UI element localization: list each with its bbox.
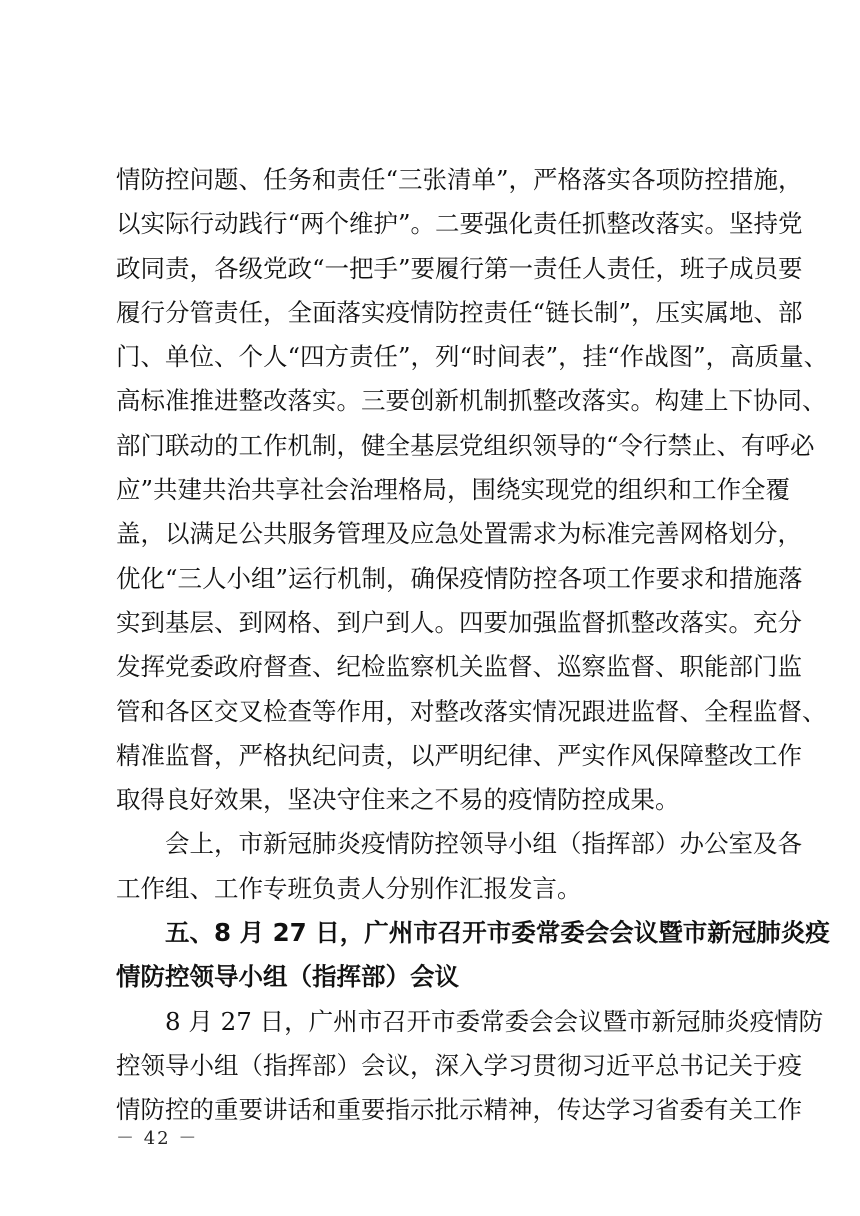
text-line: 实到基层、到网格、到户到人。四要加强监督抓整改落实。充分 bbox=[116, 607, 802, 637]
body-text bbox=[116, 158, 830, 1133]
section-heading: 情防控领导小组（指挥部）会议 bbox=[116, 962, 459, 992]
paragraph-line: 会上，市新冠肺炎疫情防控领导小组（指挥部）办公室及各 bbox=[165, 829, 802, 859]
text-line: 发挥党委政府督查、纪检监察机关监督、巡察监督、职能部门监 bbox=[116, 652, 802, 682]
text-line: 优化“三人小组”运行机制，确保疫情防控各项工作要求和措施落 bbox=[116, 563, 803, 593]
paragraph-line: 情防控的重要讲话和重要指示批示精神，传达学习省委有关工作 bbox=[116, 1095, 802, 1125]
paragraph-line: 控领导小组（指挥部）会议，深入学习贯彻习近平总书记关于疫 bbox=[116, 1050, 802, 1080]
paragraph-line: 8 月 27 日，广州市召开市委常委会会议暨市新冠肺炎疫情防 bbox=[165, 1006, 824, 1036]
paragraph-line: 工作组、工作专班负责人分别作汇报发言。 bbox=[116, 873, 582, 903]
text-line: 部门联动的工作机制，健全基层党组织领导的“令行禁止、有呼必 bbox=[116, 430, 815, 460]
section-heading: 五、8 月 27 日，广州市召开市委常委会会议暨市新冠肺炎疫 bbox=[165, 918, 830, 948]
text-line: 管和各区交叉检查等作用，对整改落实情况跟进监督、全程监督、 bbox=[116, 696, 827, 726]
text-line: 以实际行动践行“两个维护”。二要强化责任抓整改落实。坚持党 bbox=[116, 209, 803, 239]
text-line: 门、单位、个人“四方责任”，列“时间表”，挂“作战图”，高质量、 bbox=[116, 342, 829, 372]
text-line: 履行分管责任，全面落实疫情防控责任“链长制”，压实属地、部 bbox=[116, 297, 803, 327]
text-line: 盖，以满足公共服务管理及应急处置需求为标准完善网格划分， bbox=[116, 519, 802, 549]
page-number: － 42 － bbox=[116, 1128, 199, 1149]
text-line: 情防控问题、任务和责任“三张清单”，严格落实各项防控措施， bbox=[116, 165, 803, 194]
text-line: 应”共建共治共享社会治理格局，围绕实现党的组织和工作全覆 bbox=[116, 475, 791, 505]
text-line: 取得良好效果，坚决守住来之不易的疫情防控成果。 bbox=[116, 785, 680, 815]
text-line: 政同责，各级党政“一把手”要履行第一责任人责任，班子成员要 bbox=[116, 253, 803, 283]
text-line: 精准监督，严格执纪问责，以严明纪律、严实作风保障整改工作 bbox=[116, 740, 802, 770]
text-line: 高标准推进整改落实。三要创新机制抓整改落实。构建上下协同、 bbox=[116, 386, 827, 416]
